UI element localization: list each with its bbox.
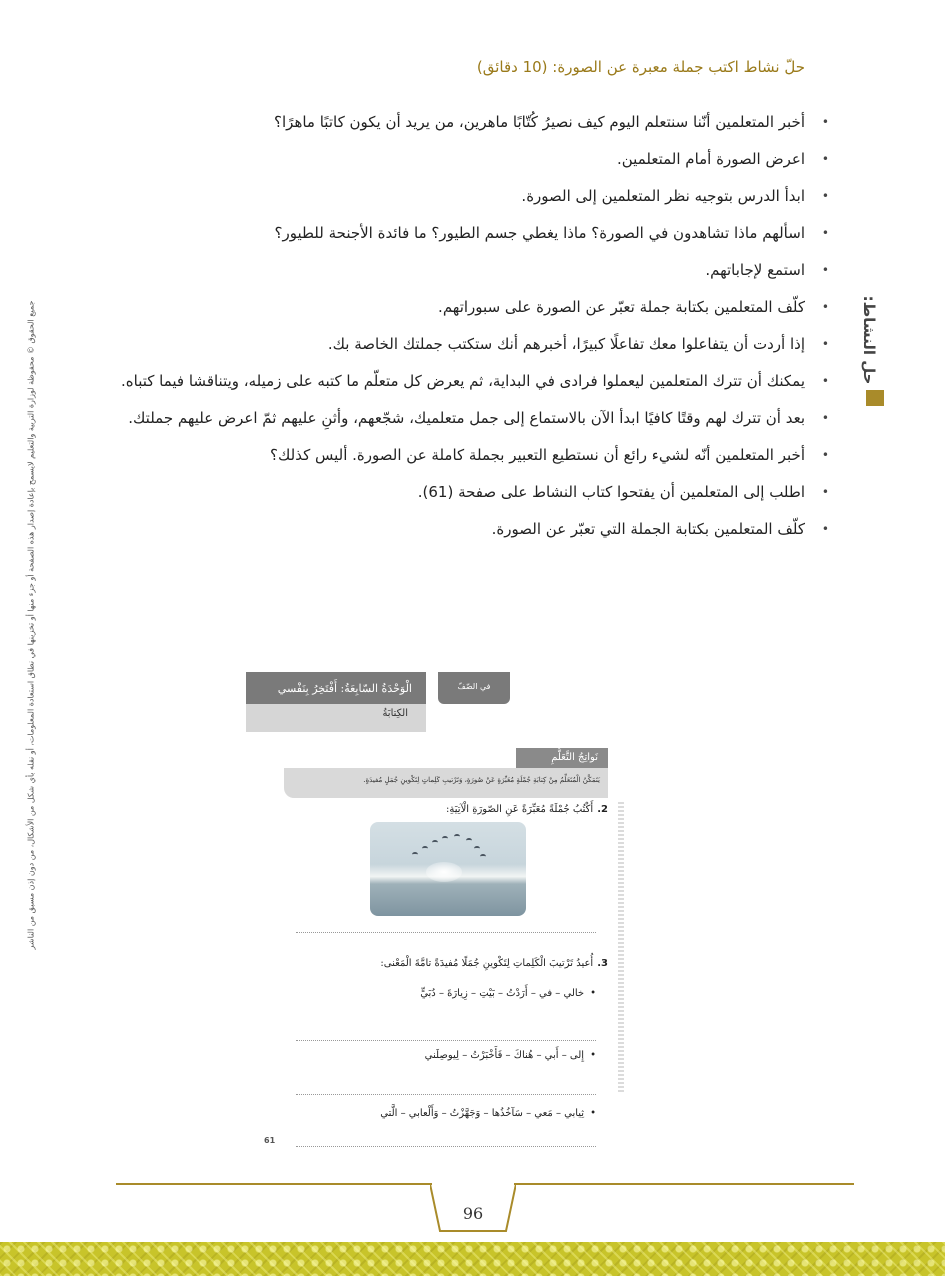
bullet-icon: • bbox=[821, 226, 829, 240]
goals-text: يَتَمَكَّنُ الْمُتَعَلِّمُ مِنْ كِتابَةِ جُمْلَةٍ مُعَبِّرَةٍ عَنْ صُورَةٍ، وَتَرْتيبِ كَلِماتٍ لِتَكْوينِ جُمَلٍ مُفيدَةٍ. bbox=[284, 768, 608, 798]
bullet-icon: • bbox=[590, 1108, 596, 1119]
accent-marker bbox=[866, 390, 884, 406]
bird-icon bbox=[466, 838, 472, 843]
bullet-icon: • bbox=[821, 263, 829, 277]
bird-icon bbox=[412, 852, 418, 857]
list-item: • إذا أردت أن يتفاعلوا معك تفاعلًا كبيرًا، أخبرهم أنك ستكتب جملتك الخاصة بك. bbox=[113, 326, 829, 363]
bullet-icon: • bbox=[821, 152, 829, 166]
bullet-icon: • bbox=[590, 1050, 596, 1061]
bullet-icon: • bbox=[590, 988, 596, 999]
sentence-item: •خالي – في – أَرَدْتُ – بَيْتِ – زِيارَةَ – دُبَيٍّ bbox=[420, 988, 596, 999]
footer-rule-right bbox=[514, 1183, 854, 1185]
bird-icon bbox=[474, 846, 480, 851]
list-item: • أخبر المتعلمين أنّه لشيء رائع أن نستطيع التعبير بجملة كاملة عن الصورة. أليس كذلك؟ bbox=[113, 437, 829, 474]
list-item: • بعد أن تترك لهم وقتًا كافيًا ابدأ الآن بالاستماع إلى جمل متعلميك، شجّعهم، وأثنِ عليهم ثمّ اعرض عليهم جملتك. bbox=[113, 400, 829, 437]
bullet-icon: • bbox=[821, 115, 829, 129]
bird-icon bbox=[432, 840, 438, 845]
birds-over-sea-photo bbox=[370, 822, 526, 916]
bullet-icon: • bbox=[821, 300, 829, 314]
decorative-pattern-band bbox=[0, 1242, 945, 1276]
list-item: • كلّف المتعلمين بكتابة جملة تعبّر عن الصورة على سبوراتهم. bbox=[113, 289, 829, 326]
bullet-icon: • bbox=[821, 189, 829, 203]
unit-subtitle: الكِتابَةُ bbox=[382, 708, 408, 719]
bullet-icon: • bbox=[821, 485, 829, 499]
footer-rule-left bbox=[116, 1183, 432, 1185]
instruction-list bbox=[113, 104, 829, 548]
class-tab: في الصّفّ bbox=[438, 672, 510, 704]
sentence-item: •إِلى – أَبي – هُناكَ – فَأَخْبَرْتُ – لِيوصِلَني bbox=[424, 1050, 596, 1061]
divider bbox=[296, 1040, 596, 1041]
divider bbox=[296, 1094, 596, 1095]
bird-icon bbox=[442, 836, 448, 841]
list-item: • يمكنك أن تترك المتعلمين ليعملوا فرادى في البداية، ثم يعرض كل متعلّم ما كتبه على زميله، ويتناقشا فيما كتباه. bbox=[113, 363, 829, 400]
goals-title: نَواتِجُ التَّعَلُّمِ bbox=[516, 748, 608, 770]
list-item: • أخبر المتعلمين أنّنا سنتعلم اليوم كيف نصيرُ كُتّابًا ماهرين، من يريد أن يكون كاتبًا ماهرًا؟ bbox=[113, 104, 829, 141]
bullet-icon: • bbox=[821, 448, 829, 462]
sun-glow bbox=[426, 862, 462, 882]
list-item: • اعرض الصورة أمام المتعلمين. bbox=[113, 141, 829, 178]
list-item: • ابدأ الدرس بتوجيه نظر المتعلمين إلى الصورة. bbox=[113, 178, 829, 215]
bullet-icon: • bbox=[821, 337, 829, 351]
bird-icon bbox=[454, 834, 460, 839]
question-2: 2.أَكْتُبُ جُمْلَةً مُعَبِّرَةً عَنِ الصّورَةِ الْآتِيَةِ: bbox=[446, 804, 608, 815]
copyright-notice: جميع الحقوق © محفوظة لوزارة التربية والتعليم لايسمح بإعادة إصدار هذه الصفحة أو جزء منها أو تخزينها في نطاق استعادة المعلومات، أو نقله بأي شكل من الأشكال، من دون إذن مسبق من الناشر bbox=[26, 300, 36, 950]
activity-heading: حلّ نشاط اكتب جملة معبرة عن الصورة: (10 دقائق) bbox=[476, 58, 805, 76]
activity-book-page bbox=[246, 672, 616, 1152]
sentence-item: •ثِيابي – مَعي – سَآخُذُها – وَجَهَّزْتُ – وَأَلْعابي – الَّتي bbox=[380, 1108, 596, 1119]
bird-icon bbox=[480, 854, 486, 859]
list-item: • اطلب إلى المتعلمين أن يفتحوا كتاب النشاط على صفحة (61). bbox=[113, 474, 829, 511]
solution-side-label: حل النشاط: bbox=[860, 295, 878, 385]
divider bbox=[296, 932, 596, 933]
unit-title: الْوَحْدَةُ السّابِعَةُ: أَفْتَخِرُ بِنَفْسي bbox=[246, 672, 426, 704]
question-3: 3.أُعيدُ تَرْتيبَ الْكَلِماتِ لِتَكْوينِ جُمَلًا مُفيدَةً تامَّةَ الْمَعْنى: bbox=[380, 958, 608, 969]
bullet-icon: • bbox=[821, 411, 829, 425]
divider bbox=[296, 1146, 596, 1147]
list-item: • اسألهم ماذا تشاهدون في الصورة؟ ماذا يغطي جسم الطيور؟ ما فائدة الأجنحة للطيور؟ bbox=[113, 215, 829, 252]
bullet-icon: • bbox=[821, 522, 829, 536]
bullet-icon: • bbox=[821, 374, 829, 388]
unit-banner bbox=[246, 672, 426, 732]
list-item: • كلّف المتعلمين بكتابة الجملة التي تعبّر عن الصورة. bbox=[113, 511, 829, 548]
book-page-number: 61 bbox=[264, 1136, 276, 1145]
bird-icon bbox=[422, 846, 428, 851]
book-side-note bbox=[618, 802, 624, 1092]
page-number: 96 bbox=[462, 1204, 484, 1223]
list-item: • استمع لإجاباتهم. bbox=[113, 252, 829, 289]
